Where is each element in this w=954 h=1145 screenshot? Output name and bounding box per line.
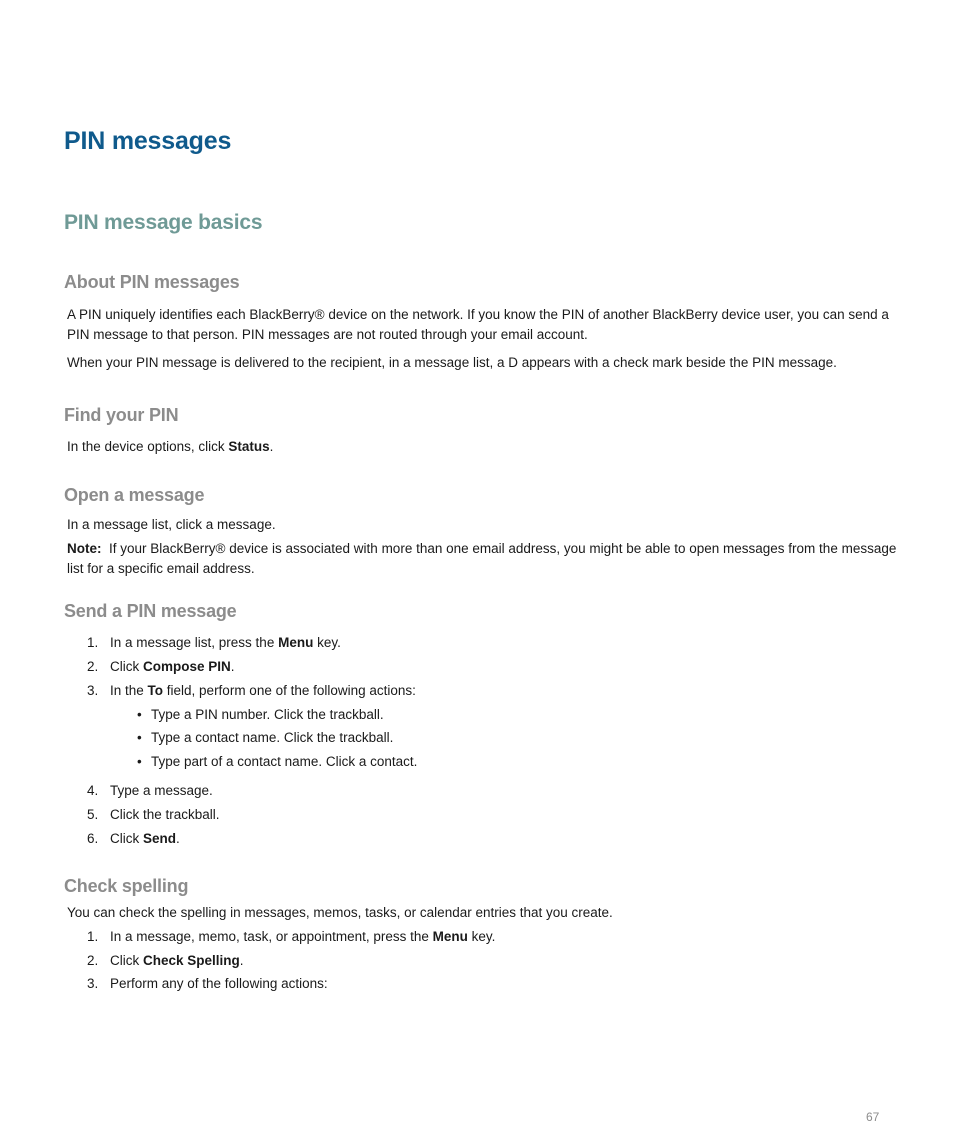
bullet-text: Type a PIN number. Click the trackball. [151, 707, 384, 722]
step-text: In a message list, press the Menu key. [110, 635, 341, 650]
step-number: 2. [87, 953, 99, 968]
step-text: Click Check Spelling. [110, 953, 244, 968]
find-pin-pre: In the device options, click [67, 439, 229, 454]
note-text: If your BlackBerry® device is associated with more than one email address, you might be able to open messages from the message list for a specific email address. [67, 541, 897, 576]
note-paragraph [67, 539, 897, 579]
step-number: 4. [87, 783, 99, 798]
step-text: Click the trackball. [110, 807, 220, 822]
send-pin-heading: Send a PIN message [64, 601, 237, 621]
bullet-icon: • [137, 707, 142, 722]
status-option: Status [228, 439, 270, 454]
find-pin-post: . [269, 439, 274, 454]
step-text: Click Compose PIN. [110, 659, 235, 674]
step-number: 6. [87, 831, 99, 846]
step-text: In the To field, perform one of the following actions: [110, 683, 416, 698]
open-message-paragraph: In a message list, click a message. [67, 517, 276, 532]
step-number: 2. [87, 659, 99, 674]
about-paragraph-1: A PIN uniquely identifies each BlackBerry® device on the network. If you know the PIN of another BlackBerry device user, you can send a PIN message to that person. PIN messages are not routed through your email account. [67, 307, 889, 342]
find-pin-paragraph [67, 437, 897, 457]
step-text: In a message, memo, task, or appointment, press the Menu key. [110, 929, 496, 944]
step-number: 1. [87, 635, 99, 650]
bullet-icon: • [137, 754, 142, 769]
check-spelling-intro: You can check the spelling in messages, memos, tasks, or calendar entries that you create. [67, 905, 613, 920]
page-number: 67 [866, 1110, 880, 1124]
step-number: 3. [87, 683, 99, 698]
step-number: 3. [87, 976, 99, 991]
bullet-icon: • [137, 730, 142, 745]
bullet-text: Type part of a contact name. Click a contact. [151, 754, 418, 769]
section-title: PIN message basics [64, 211, 263, 234]
step-text: Type a message. [110, 783, 213, 798]
open-message-heading: Open a message [64, 485, 205, 505]
find-pin-heading: Find your PIN [64, 405, 179, 425]
page-title: PIN messages [64, 127, 232, 155]
note-label: Note: [67, 541, 102, 556]
step-number: 5. [87, 807, 99, 822]
about-heading: About PIN messages [64, 272, 240, 292]
step-text: Perform any of the following actions: [110, 976, 328, 991]
step-number: 1. [87, 929, 99, 944]
bullet-text: Type a contact name. Click the trackball. [151, 730, 394, 745]
check-spelling-heading: Check spelling [64, 876, 189, 896]
step-text: Click Send. [110, 831, 180, 846]
about-paragraph-2: When your PIN message is delivered to the recipient, in a message list, a D appears with a check mark beside the PIN message. [67, 355, 837, 370]
